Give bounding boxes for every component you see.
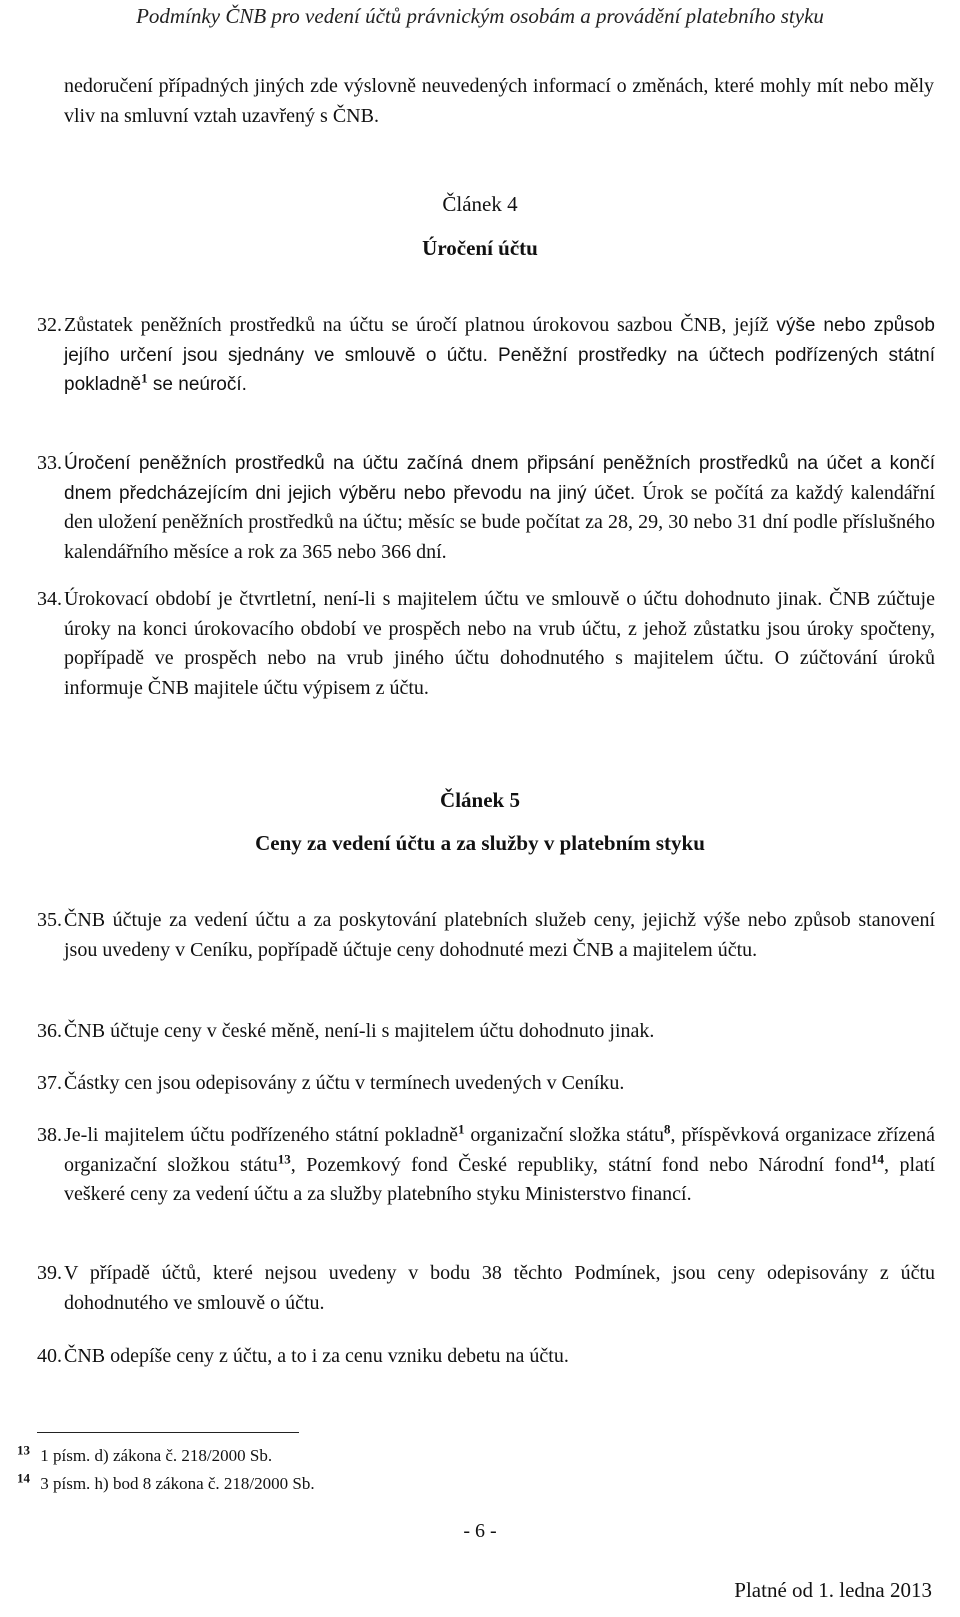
clause-32-text-d: se neúročí. (147, 374, 247, 395)
clause-number: 32. (37, 314, 62, 336)
clause-36-text: ČNB účtuje ceny v české měně, není-li s majitelem účtu dohodnuto jinak. (64, 1020, 655, 1042)
clause-39-text: V případě účtů, které nejsou uvedeny v bodu 38 těchto Podmínek, jsou ceny odepisovány z účtu dohodnutého ve smlouvě o účtu. (64, 1262, 935, 1314)
clause-34-text: Úrokovací období je čtvrtletní, není-li s majitelem účtu ve smlouvě o účtu dohodnuto jinak. ČNB zúčtuje úroky na konci úrokovacího období ve prospěch nebo na vrub účtu, z jehož zůstatku jsou úroky spočteny, popřípadě ve prospěch nebo na vrub jiného účtu dohodnutého s majitelem účtu. O zúčtování úroků informuje ČNB majitele účtu výpisem z účtu. (64, 588, 935, 699)
clause-37-text: Částky cen jsou odepisovány z účtu v termínech uvedených v Ceníku. (64, 1072, 625, 1094)
clause-number: 37. (37, 1072, 62, 1094)
clause-number: 38. (37, 1124, 62, 1146)
clause-number: 39. (37, 1262, 62, 1284)
clause-39 (37, 1259, 935, 1318)
footnote-ref: 8 (664, 1121, 671, 1137)
clause-32-text-b: výše nebo způsob jejího určení jsou sjednány ve smlouvě o účtu. (64, 315, 935, 366)
article-4-label: Článek 4 (442, 192, 518, 216)
clause-32-text-a: Zůstatek peněžních prostředků na účtu se úročí platnou úrokovou sazbou ČNB, jejíž (64, 314, 769, 336)
footnote-text: 3 písm. h) bod 8 zákona č. 218/2000 Sb. (40, 1474, 315, 1493)
footnote-13 (17, 1442, 273, 1466)
article-5-label: Článek 5 (440, 788, 520, 812)
clause-number: 33. (37, 452, 62, 474)
clause-40-text: ČNB odepíše ceny z účtu, a to i za cenu vzniku debetu na účtu. (64, 1345, 569, 1367)
intro-paragraph: nedoručení případných jiných zde výslovně neuvedených informací o změnách, které mohly mít nebo měly vliv na smluvní vztah uzavřený s ČNB. (64, 75, 934, 127)
footnote-mark: 13 (17, 1442, 30, 1458)
clause-number: 40. (37, 1345, 62, 1367)
footnote-ref: 14 (871, 1150, 885, 1166)
clause-34 (37, 585, 935, 703)
clause-38-text-d: , Pozemkový fond České republiky, státní fond nebo Národní fond (290, 1153, 872, 1176)
clause-32-text-c: Peněžní prostředky na účtech podřízených státní pokladně (64, 344, 936, 395)
footnote-mark: 14 (17, 1470, 30, 1486)
clause-number: 36. (37, 1020, 62, 1042)
article-4-title: Úročení účtu (422, 236, 538, 260)
running-header: Podmínky ČNB pro vedení účtů právnickým osobám a provádění platebního styku (136, 4, 824, 28)
clause-32 (37, 311, 935, 400)
page-number: - 6 - (463, 1520, 497, 1542)
clause-36 (37, 1017, 935, 1047)
clause-33-text-b: Úrok se počítá za každý kalendářní den uložení peněžních prostředků na účtu; měsíc se bude počítat za 28, 29, 30 nebo 31 dní podle příslušného kalendářního měsíce a rok za 365 nebo 366 dní. (64, 481, 935, 563)
article-5-title: Ceny za vedení účtu a za služby v platebním styku (255, 831, 705, 855)
footnote-14 (17, 1470, 315, 1494)
clause-number: 35. (37, 909, 62, 931)
clause-40 (37, 1342, 935, 1372)
footnote-divider (37, 1432, 299, 1433)
footnote-ref: 1 (457, 1121, 465, 1137)
valid-from: Platné od 1. ledna 2013 (734, 1578, 932, 1602)
clause-38-text-b: organizační složka státu (464, 1124, 665, 1146)
clause-38-text-c: , příspěvková organizace zřízená organizační složkou státu (64, 1124, 936, 1176)
clause-35 (37, 906, 935, 965)
footnote-ref: 13 (277, 1150, 291, 1166)
clause-number: 34. (37, 588, 62, 610)
clause-38-text-e: , platí veškeré ceny za vedení účtu a za služby platebního styku Ministerstvo financí. (64, 1153, 936, 1205)
footnote-ref: 1 (141, 370, 148, 386)
clause-38 (37, 1121, 935, 1210)
clause-33-text-a: Úročení peněžních prostředků na účtu začíná dnem připsání peněžních prostředků na účet a končí dnem předcházejícím dni jejich výběru nebo převodu na jiný účet. (64, 453, 935, 504)
clause-33 (37, 449, 935, 567)
clause-38-text-a: Je-li majitelem účtu podřízeného státní pokladně (64, 1124, 458, 1146)
footnote-text: 1 písm. d) zákona č. 218/2000 Sb. (40, 1446, 273, 1465)
clause-35-text: ČNB účtuje za vedení účtu a za poskytování platebních služeb ceny, jejichž výše nebo způsob stanovení jsou uvedeny v Ceníku, popřípadě účtuje ceny dohodnuté mezi ČNB a majitelem účtu. (64, 909, 935, 961)
clause-37 (37, 1069, 935, 1099)
